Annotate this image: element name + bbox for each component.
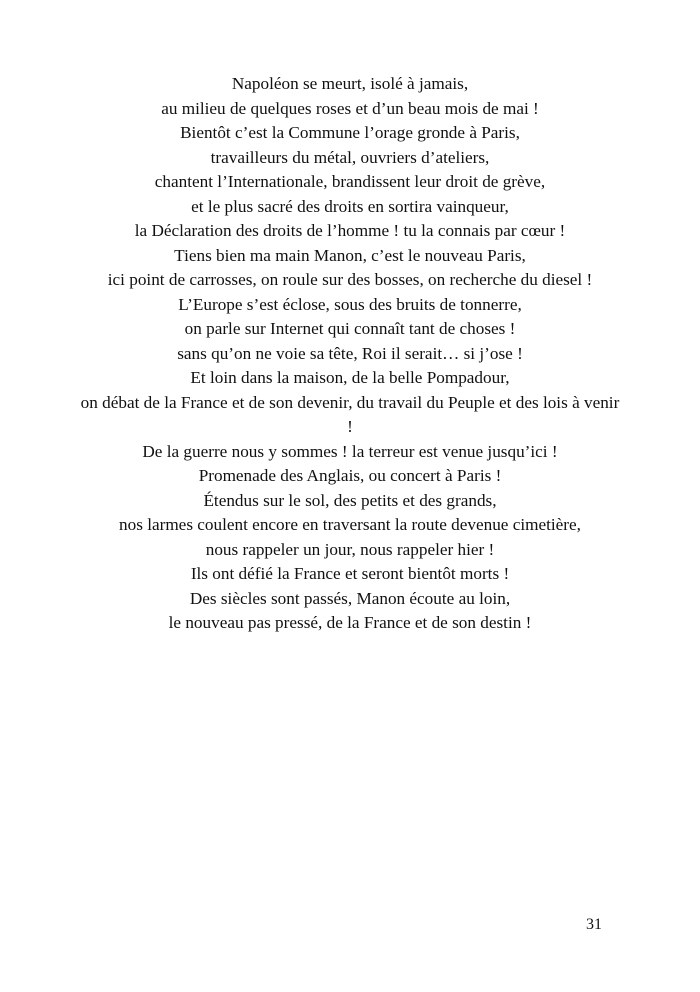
poem-line: nos larmes coulent encore en traversant la route devenue cimetière, bbox=[119, 515, 581, 534]
poem-line: le nouveau pas pressé, de la France et de son destin ! bbox=[168, 613, 532, 632]
page-number: 31 bbox=[586, 916, 602, 933]
poem-line: Des siècles sont passés, Manon écoute au loin, bbox=[189, 588, 511, 608]
poem-line: on débat de la France et de son devenir, du travail du Peuple et des lois à venir ! bbox=[80, 392, 620, 436]
poem-line: Promenade des Anglais, ou concert à Paris ! bbox=[198, 466, 502, 485]
poem-line: Et loin dans la maison, de la belle Pompadour, bbox=[190, 368, 510, 387]
poem-line: Napoléon se meurt, isolé à jamais, bbox=[231, 74, 469, 93]
poem-line: ici point de carrosses, on roule sur des bosses, on recherche du diesel ! bbox=[107, 270, 593, 289]
poem-line: chantent l’Internationale, brandissent leur droit de grève, bbox=[154, 172, 546, 191]
poem-line: travailleurs du métal, ouvriers d’ateliers, bbox=[210, 147, 490, 167]
poem-line: sans qu’on ne voie sa tête, Roi il serait… si j’ose ! bbox=[177, 343, 523, 363]
poem-line: Ils ont défié la France et seront bientôt morts ! bbox=[190, 564, 510, 583]
poem-line: au milieu de quelques roses et d’un beau mois de mai ! bbox=[161, 98, 539, 118]
poem-text bbox=[80, 72, 620, 636]
poem-line: De la guerre nous y sommes ! la terreur est venue jusqu’ici ! bbox=[142, 441, 558, 461]
poem-line: Bientôt c’est la Commune l’orage gronde à Paris, bbox=[180, 123, 520, 142]
poem-line: nous rappeler un jour, nous rappeler hier ! bbox=[205, 539, 495, 559]
poem-line: et le plus sacré des droits en sortira vainqueur, bbox=[191, 196, 509, 216]
poem-line: la Déclaration des droits de l’homme ! tu la connais par cœur ! bbox=[134, 221, 566, 240]
poem-line: Étendus sur le sol, des petits et des grands, bbox=[203, 490, 497, 510]
poem-line: on parle sur Internet qui connaît tant de choses ! bbox=[184, 319, 516, 338]
poem-line: Tiens bien ma main Manon, c’est le nouveau Paris, bbox=[174, 245, 526, 265]
poem-line: L’Europe s’est éclose, sous des bruits de tonnerre, bbox=[178, 294, 522, 314]
